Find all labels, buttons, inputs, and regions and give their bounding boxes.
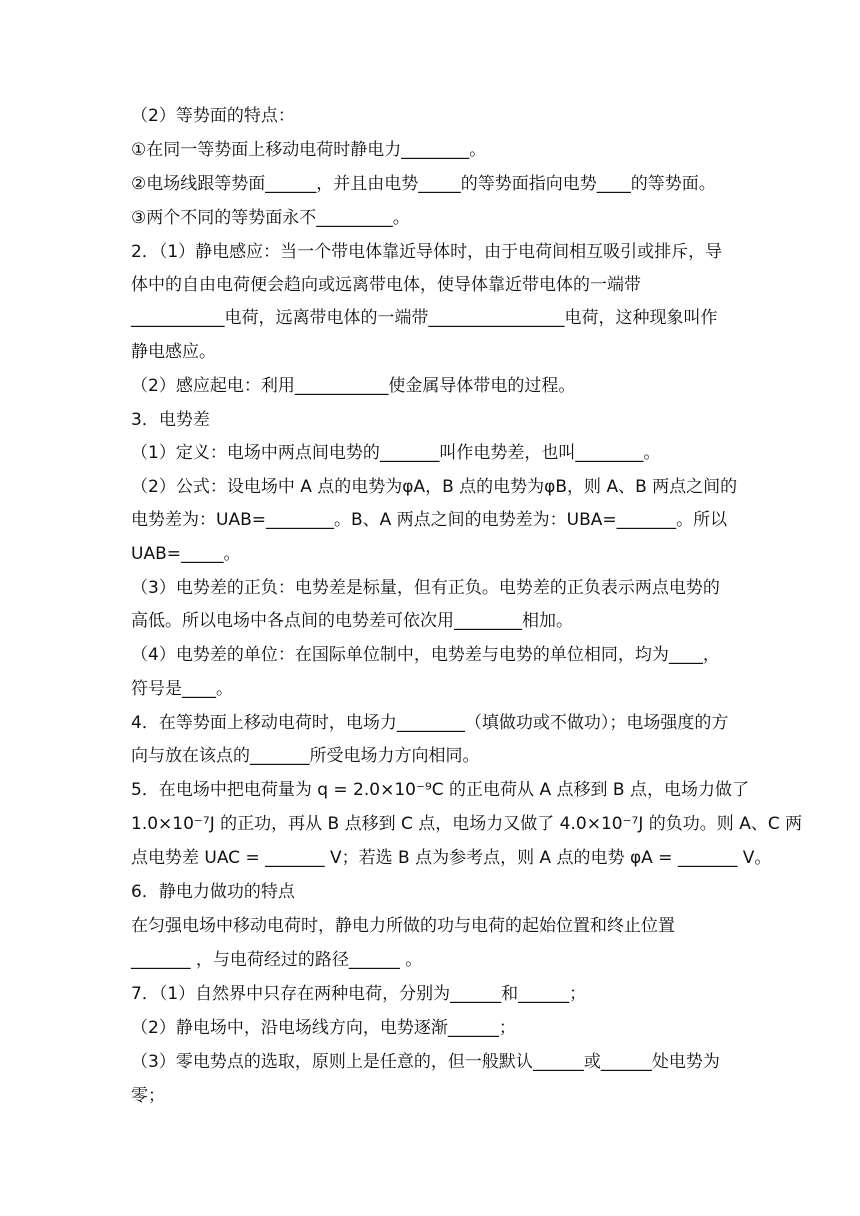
text-line: （3）零电势点的选取，原则上是任意的，但一般默认______或______处电势为 [131, 1052, 720, 1072]
text-line: 2．（1）静电感应：当一个带电体靠近导体时，由于电荷间相互吸引或排斥，导 [131, 242, 723, 262]
text-line: _______ ，与电荷经过的路径______ 。 [131, 950, 423, 970]
text-line: ①在同一等势面上移动电荷时静电力________。 [131, 140, 487, 160]
text-line: （3）电势差的正负：电势差是标量，但有正负。电势差的正负表示两点电势的 [131, 578, 720, 598]
text-line: UAB=_____。 [131, 544, 241, 564]
text-line: 向与放在该点的_______所受电场力方向相同。 [131, 746, 480, 766]
text-line: 4．在等势面上移动电荷时，电场力________（填做功或不做功）；电场强度的方 [131, 713, 729, 733]
text-line: （2）等势面的特点： [131, 106, 295, 126]
text-line: 电势差为：UAB=________。B、A 两点之间的电势差为：UBA=_______。所以 [131, 510, 728, 530]
text-line: 高低。所以电场中各点间的电势差可依次用________相加。 [131, 611, 573, 631]
text-line: （2）公式：设电场中 A 点的电势为φA，B 点的电势为φB，则 A、B 两点之间的 [131, 477, 738, 497]
text-line: 1.0×10⁻⁷J 的正功，再从 B 点移到 C 点，电场力又做了 4.0×10⁻⁷J 的负功。则 A、C 两 [131, 814, 803, 834]
text-line: ③两个不同的等势面永不_________。 [131, 208, 410, 228]
text-line: 5．在电场中把电荷量为 q = 2.0×10⁻⁹C 的正电荷从 A 点移到 B 点，电场力做了 [131, 780, 749, 800]
text-line: 7．（1）自然界中只存在两种电荷，分别为______和______； [131, 984, 587, 1004]
text-line: 6．静电力做功的特点 [131, 882, 295, 902]
text-line: 3．电势差 [131, 410, 210, 430]
text-line: 符号是____。 [131, 679, 233, 699]
text-line: 体中的自由电荷便会趋向或远离带电体，使导体靠近带电体的一端带 [131, 275, 641, 295]
text-line: ___________电荷，远离带电体的一端带________________电荷，这种现象叫作 [131, 308, 718, 328]
text-line: 静电感应。 [131, 342, 216, 362]
text-line: ②电场线跟等势面______，并且由电势_____的等势面指向电势____的等势面。 [131, 174, 716, 194]
text-line: （2）感应起电：利用___________使金属导体带电的过程。 [131, 376, 576, 396]
text-line: 在匀强电场中移动电荷时，静电力所做的功与电荷的起始位置和终止位置 [131, 916, 675, 936]
text-line: 零； [131, 1086, 165, 1106]
text-line: （4）电势差的单位：在国际单位制中，电势差与电势的单位相同，均为____， [131, 645, 720, 665]
text-line: （1）定义：电场中两点间电势的_______叫作电势差，也叫________。 [131, 443, 661, 463]
text-line: （2）静电场中，沿电场线方向，电势逐渐______； [131, 1018, 516, 1038]
text-line: 点电势差 UAC = _______ V；若选 B 点为参考点，则 A 点的电势 φA = _______ V。 [131, 848, 772, 868]
